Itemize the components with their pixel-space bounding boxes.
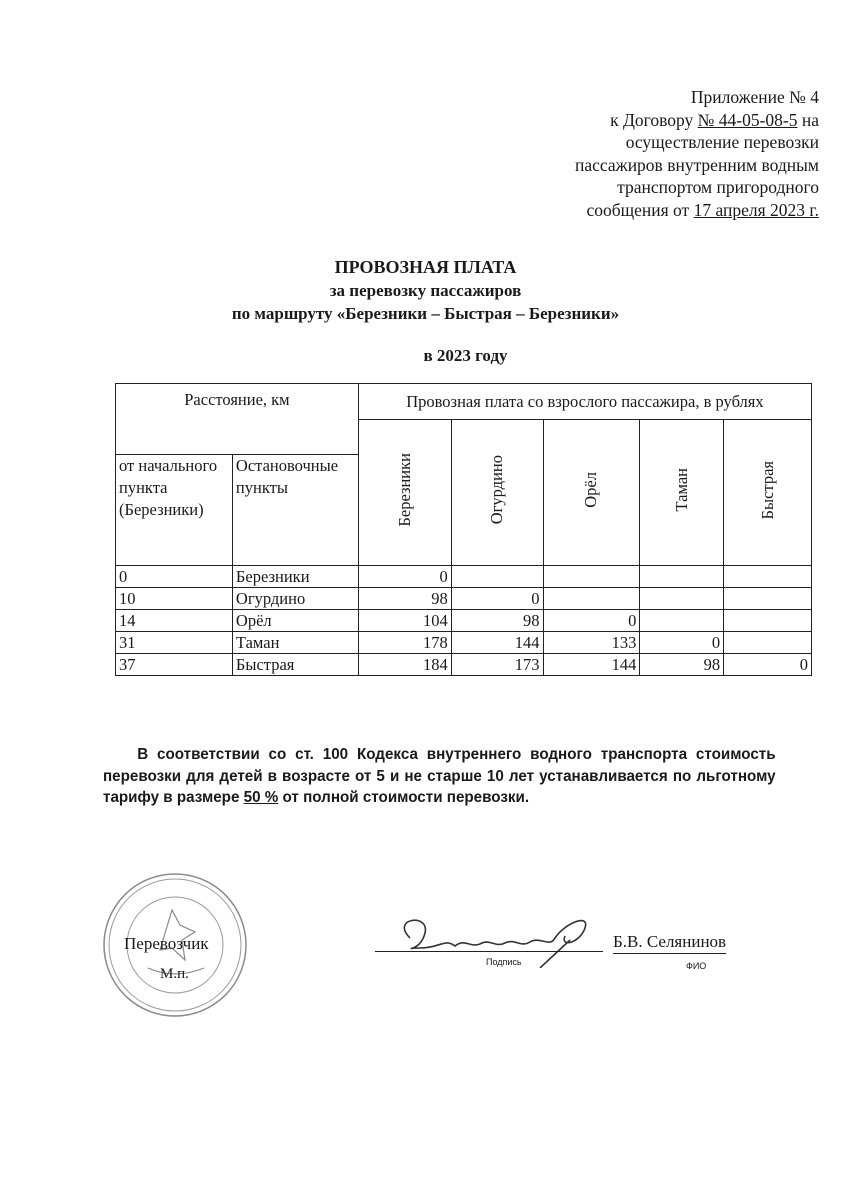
fare-cell	[640, 610, 724, 632]
stop-cell: Березники	[232, 566, 358, 588]
fare-header: Провозная плата со взрослого пассажира, в рублях	[358, 384, 811, 420]
stop-column-header: Огурдино	[451, 420, 543, 566]
fare-cell	[640, 588, 724, 610]
fare-cell: 98	[358, 588, 451, 610]
signer-name: Б.В. Селянинов	[613, 932, 726, 954]
table-row	[116, 610, 812, 632]
stop-cell: Таман	[232, 632, 358, 654]
stop-cell: Быстрая	[232, 654, 358, 676]
annex-date-line: сообщения от 17 апреля 2023 г.	[586, 199, 819, 220]
fare-cell: 0	[543, 610, 640, 632]
fare-cell: 0	[451, 588, 543, 610]
stops-header: Остановочные пункты	[232, 455, 358, 566]
km-cell: 31	[116, 632, 233, 654]
document-title	[0, 256, 851, 325]
table-row	[116, 588, 812, 610]
fare-cell	[724, 588, 812, 610]
stop-column-header: Березники	[358, 420, 451, 566]
table-row	[116, 654, 812, 676]
fare-cell: 178	[358, 632, 451, 654]
distance-header: Расстояние, км	[116, 384, 359, 455]
annex-contract-line: к Договору № 44-05-08-5 на	[610, 109, 819, 130]
fare-cell: 0	[358, 566, 451, 588]
fare-cell: 133	[543, 632, 640, 654]
annex-header: Приложение № 4 к Договору № 44-05-08-5 на осуществление перевозки пассажиров внутренним водным транспортом пригородного сообщения от 17 апреля 2023 г.	[489, 86, 819, 221]
fare-cell: 104	[358, 610, 451, 632]
fare-cell: 0	[724, 654, 812, 676]
title-main: ПРОВОЗНАЯ ПЛАТА	[334, 257, 517, 277]
fare-cell	[724, 610, 812, 632]
title-year: в 2023 году	[423, 346, 508, 365]
stop-cell: Огурдино	[232, 588, 358, 610]
title-sub1: за перевозку пассажиров	[329, 281, 522, 300]
table-row	[116, 632, 812, 654]
fare-cell	[451, 566, 543, 588]
discount-value: 50 %	[243, 789, 279, 806]
stop-column-header: Таман	[640, 420, 724, 566]
fare-cell: 144	[543, 654, 640, 676]
fare-cell	[543, 566, 640, 588]
contract-date: 17 апреля 2023 г.	[693, 199, 819, 220]
fare-cell: 98	[451, 610, 543, 632]
km-cell: 0	[116, 566, 233, 588]
fare-cell: 173	[451, 654, 543, 676]
km-cell: 14	[116, 610, 233, 632]
fare-cell: 0	[640, 632, 724, 654]
from-start-header: от начального пункта (Березники)	[116, 455, 233, 566]
table-row	[116, 566, 812, 588]
km-cell: 37	[116, 654, 233, 676]
fare-cell	[543, 588, 640, 610]
fare-cell	[640, 566, 724, 588]
name-caption: ФИО	[686, 961, 707, 971]
stop-column-header: Быстрая	[724, 420, 812, 566]
km-cell: 10	[116, 588, 233, 610]
title-route: по маршруту «Березники – Быстрая – Березники»	[231, 304, 620, 323]
fare-cell: 144	[451, 632, 543, 654]
signature-line	[375, 951, 603, 952]
carrier-label: Перевозчик	[124, 934, 209, 953]
stop-cell: Орёл	[232, 610, 358, 632]
fare-cell	[724, 566, 812, 588]
annex-number: Приложение № 4	[690, 87, 819, 107]
fare-cell	[724, 632, 812, 654]
fare-table	[115, 383, 812, 676]
contract-number: № 44-05-08-5	[697, 109, 798, 130]
stop-column-header: Орёл	[543, 420, 640, 566]
fare-cell: 184	[358, 654, 451, 676]
fare-cell: 98	[640, 654, 724, 676]
signature-caption: Подпись	[486, 957, 522, 967]
table-header-row	[116, 384, 812, 420]
child-discount-note: В соответствии со ст. 100 Кодекса внутреннего водного транспорта стоимость перевозки для детей в возрасте от 5 и не старше 10 лет устанавливается по льготному тарифу в размере 50 % от полной стоимости перевозки.	[103, 746, 776, 806]
seal-label: М.п.	[160, 966, 189, 982]
